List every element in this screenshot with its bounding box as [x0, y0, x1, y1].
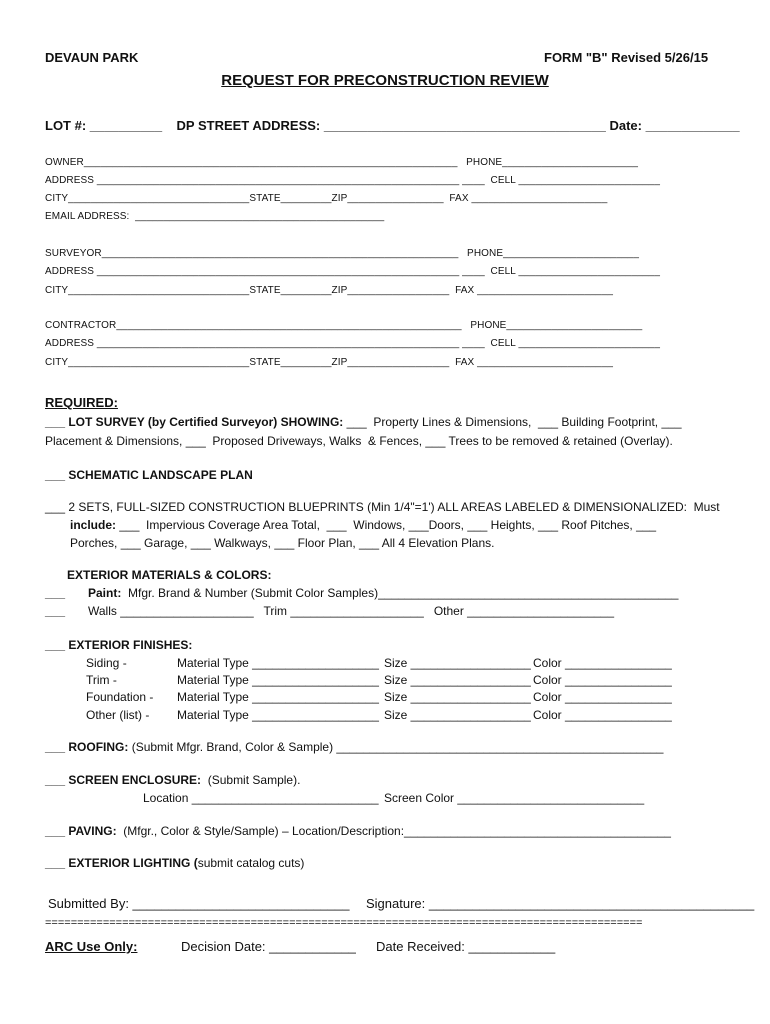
- finish-item: Other (list) -: [86, 708, 150, 722]
- page-title: REQUEST FOR PRECONSTRUCTION REVIEW: [221, 72, 549, 89]
- landscape-plan-line[interactable]: ___ SCHEMATIC LANDSCAPE PLAN: [45, 468, 253, 482]
- paint-line[interactable]: [88, 586, 678, 600]
- exterior-materials-heading: EXTERIOR MATERIALS & COLORS:: [67, 568, 272, 582]
- paint-checkbox-blank[interactable]: ___: [45, 586, 66, 600]
- paint-label: Paint:: [88, 586, 122, 600]
- signature-field[interactable]: Signature: _____________________________________________: [366, 896, 755, 911]
- surveyor-city-field[interactable]: CITY________________________________STATE_________ZIP__________________ FAX ________________________: [45, 285, 614, 296]
- org-name: DEVAUN PARK: [45, 50, 139, 65]
- blueprints-items: ___ Impervious Coverage Area Total, ___ Windows, ___Doors, ___ Heights, ___ Roof Pitches, ___: [116, 518, 657, 532]
- screen-enclosure-label: ___ SCREEN ENCLOSURE:: [45, 773, 202, 787]
- contractor-city-field[interactable]: CITY________________________________STATE_________ZIP__________________ FAX ________________________: [45, 357, 614, 368]
- owner-email-field[interactable]: EMAIL ADDRESS: ____________________________________________: [45, 211, 385, 222]
- screen-enclosure-note: (Submit Sample).: [201, 773, 301, 787]
- screen-color-field[interactable]: Screen Color ____________________________: [384, 791, 645, 805]
- finish-item: Trim -: [86, 673, 117, 687]
- screen-location-field[interactable]: Location ____________________________: [143, 791, 379, 805]
- exterior-lighting-line[interactable]: [45, 856, 304, 870]
- finish-color-field[interactable]: Color ________________: [533, 656, 672, 670]
- roofing-label: ___ ROOFING:: [45, 740, 129, 754]
- exterior-lighting-note: submit catalog cuts): [197, 856, 305, 870]
- lot-survey-label: ___ LOT SURVEY (by Certified Surveyor) SHOWING:: [45, 415, 344, 429]
- finish-material-field[interactable]: Material Type ___________________: [177, 673, 379, 687]
- separator-line: =============================================================================================: [45, 917, 643, 929]
- roofing-field: (Submit Mfgr. Brand, Color & Sample) _________________________________________________: [128, 740, 664, 754]
- date-received-field[interactable]: Date Received: ____________: [376, 939, 556, 954]
- owner-address-field[interactable]: ADDRESS ________________________________________________________________ ____ CELL _________________________: [45, 175, 661, 186]
- roofing-line[interactable]: [45, 740, 663, 754]
- blueprints-line-3[interactable]: Porches, ___ Garage, ___ Walkways, ___ Floor Plan, ___ All 4 Elevation Plans.: [70, 536, 495, 550]
- paving-field: (Mfgr., Color & Style/Sample) – Location/Description:________________________________________: [116, 824, 671, 838]
- finish-color-field[interactable]: Color ________________: [533, 673, 672, 687]
- screen-enclosure-line[interactable]: [45, 773, 300, 787]
- surveyor-address-field[interactable]: ADDRESS ________________________________________________________________ ____ CELL _________________________: [45, 266, 661, 277]
- form-revision: FORM "B" Revised 5/26/15: [544, 50, 709, 65]
- finish-color-field[interactable]: Color ________________: [533, 690, 672, 704]
- finish-color-field[interactable]: Color ________________: [533, 708, 672, 722]
- lot-survey-line-2[interactable]: Placement & Dimensions, ___ Proposed Driveways, Walks & Fences, ___ Trees to be removed & retained (Overlay).: [45, 434, 673, 448]
- finish-item: Siding -: [86, 656, 127, 670]
- blueprints-line-1[interactable]: ___ 2 SETS, FULL-SIZED CONSTRUCTION BLUEPRINTS (Min 1/4"=1') ALL AREAS LABELED & DIMENSIONALIZED: Must: [45, 500, 720, 514]
- submitted-by-field[interactable]: Submitted By: ______________________________: [48, 896, 350, 911]
- finish-size-field[interactable]: Size __________________: [384, 656, 531, 670]
- finish-size-field[interactable]: Size __________________: [384, 708, 531, 722]
- lot-survey-items: ___ Property Lines & Dimensions, ___ Building Footprint, ___: [343, 415, 682, 429]
- exterior-lighting-label: ___ EXTERIOR LIGHTING (: [45, 856, 198, 870]
- finish-material-field[interactable]: Material Type ___________________: [177, 708, 379, 722]
- lot-survey-line[interactable]: [45, 415, 682, 429]
- owner-field[interactable]: OWNER__________________________________________________________________ PHONE________________________: [45, 157, 639, 168]
- paving-label: ___ PAVING:: [45, 824, 117, 838]
- exterior-finishes-heading[interactable]: ___ EXTERIOR FINISHES:: [45, 638, 193, 652]
- blueprints-line-2[interactable]: [70, 518, 656, 532]
- finish-item: Foundation -: [86, 690, 154, 704]
- paving-line[interactable]: [45, 824, 671, 838]
- include-label: include:: [70, 518, 117, 532]
- required-heading: REQUIRED:: [45, 395, 118, 410]
- contractor-field[interactable]: CONTRACTOR_____________________________________________________________ PHONE________________________: [45, 320, 643, 331]
- contractor-address-field[interactable]: ADDRESS ________________________________________________________________ ____ CELL _________________________: [45, 338, 661, 349]
- finish-material-field[interactable]: Material Type ___________________: [177, 690, 379, 704]
- finish-size-field[interactable]: Size __________________: [384, 690, 531, 704]
- walls-checkbox-blank[interactable]: ___: [45, 604, 66, 618]
- decision-date-field[interactable]: Decision Date: ____________: [181, 939, 356, 954]
- paint-field: Mfgr. Brand & Number (Submit Color Samples)_____________________________________________: [121, 586, 679, 600]
- lot-address-date-line[interactable]: LOT #: __________ DP STREET ADDRESS: _______________________________________ Date: _____________: [45, 118, 740, 133]
- arc-use-only-label: ARC Use Only:: [45, 939, 138, 954]
- walls-trim-other-line[interactable]: Walls ____________________ Trim ____________________ Other ______________________: [88, 604, 615, 618]
- finish-size-field[interactable]: Size __________________: [384, 673, 531, 687]
- finish-material-field[interactable]: Material Type ___________________: [177, 656, 379, 670]
- owner-city-field[interactable]: CITY________________________________STATE_________ZIP_________________ FAX ________________________: [45, 193, 608, 204]
- surveyor-field[interactable]: SURVEYOR_______________________________________________________________ PHONE________________________: [45, 248, 639, 259]
